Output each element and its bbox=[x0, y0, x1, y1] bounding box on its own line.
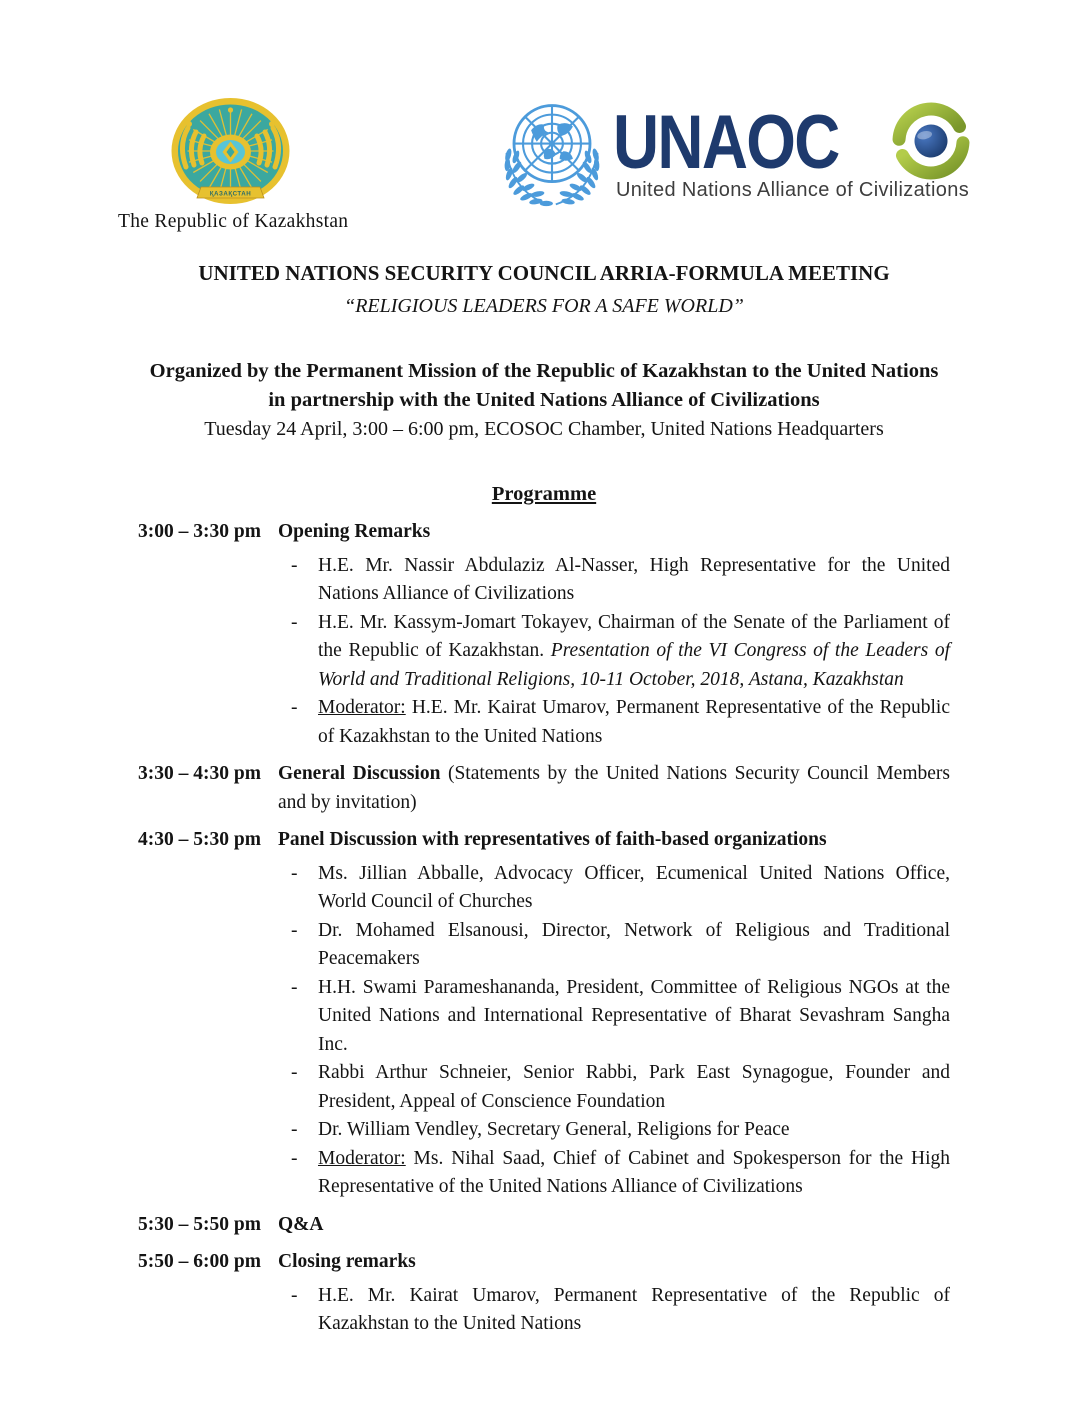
session-title-text: General Discussion bbox=[278, 763, 441, 784]
session-body bbox=[278, 760, 950, 817]
bullet-text-segment: Dr. William Vendley, Secretary General, Religions for Peace bbox=[318, 1119, 790, 1140]
bullet-text-segment: Ms. Jillian Abballe, Advocacy Officer, Ecumenical United Nations Office, World Council of Churches bbox=[318, 862, 950, 912]
bullet-text-segment: Presentation of the VI Congress of the Leaders of World and Traditional Religions, 10-11 October, 2018, Astana, Kazakhstan bbox=[318, 640, 950, 690]
bullet-dash: - bbox=[291, 862, 298, 884]
bullet-item bbox=[278, 1145, 950, 1202]
session-time: 5:30 – 5:50 pm bbox=[138, 1213, 261, 1235]
session-time: 4:30 – 5:30 pm bbox=[138, 829, 261, 850]
session-body bbox=[278, 518, 950, 751]
organizer-line-1: Organized by the Permanent Mission of the Republic of Kazakhstan to the United Nations bbox=[149, 360, 939, 382]
bullet-text-segment: Moderator: bbox=[318, 697, 406, 718]
session-title-text: Opening Remarks bbox=[278, 521, 431, 542]
session-time: 3:00 – 3:30 pm bbox=[138, 521, 261, 542]
session-title-suffix: (Statements by the United Nations Security Council Members and by invitation) bbox=[278, 763, 950, 813]
session-title-text: Closing remarks bbox=[278, 1251, 416, 1272]
session-row bbox=[138, 1248, 950, 1339]
programme-heading: Programme bbox=[491, 483, 597, 505]
document-content bbox=[138, 259, 950, 1339]
session-bullets bbox=[278, 860, 950, 1202]
session-title-text: Q&A bbox=[278, 1213, 324, 1235]
date-venue-line: Tuesday 24 April, 3:00 – 6:00 pm, ECOSOC Chamber, United Nations Headquarters bbox=[204, 418, 884, 440]
session-bullets bbox=[278, 552, 950, 752]
bullet-dash: - bbox=[291, 1119, 298, 1140]
kazakhstan-block bbox=[118, 95, 349, 233]
bullet-text-segment: Ms. Nihal Saad, Chief of Cabinet and Spokesperson for the High Representative of the United Nations Alliance of Civilizations bbox=[318, 1147, 950, 1197]
organizer-line-2: in partnership with the United Nations Alliance of Civilizations bbox=[268, 389, 820, 411]
bullet-text bbox=[318, 1119, 790, 1140]
session-row bbox=[138, 518, 950, 751]
bullet-item bbox=[278, 917, 950, 974]
bullet-text-segment: Rabbi Arthur Schneier, Senior Rabbi, Park East Synagogue, Founder and President, Appeal of Conscience Foundation bbox=[318, 1062, 950, 1112]
session-body bbox=[278, 826, 950, 1202]
session-title bbox=[278, 1211, 950, 1240]
bullet-item bbox=[278, 860, 950, 917]
bullet-text-segment: H.E. Mr. Kairat Umarov, Permanent Representative of the Republic of Kazakhstan to the United Nations bbox=[318, 697, 950, 747]
kazakhstan-caption: The Republic of Kazakhstan bbox=[118, 211, 349, 232]
bullet-text-segment: H.E. Mr. Kairat Umarov, Permanent Representative of the Republic of Kazakhstan to the United Nations bbox=[318, 1284, 950, 1334]
bullet-text-segment: H.E. Mr. Nassir Abdulaziz Al-Nasser, High Representative for the United Nations Alliance of Civilizations bbox=[318, 554, 950, 604]
bullet-item bbox=[278, 1059, 950, 1116]
kazakhstan-emblem-icon bbox=[168, 95, 293, 210]
bullet-text bbox=[318, 1062, 950, 1112]
session-time: 3:30 – 4:30 pm bbox=[138, 763, 261, 784]
bullet-text bbox=[318, 697, 950, 747]
session-body bbox=[278, 1211, 950, 1240]
bullet-dash: - bbox=[291, 976, 298, 998]
programme-sessions bbox=[138, 518, 950, 1339]
meeting-title: UNITED NATIONS SECURITY COUNCIL ARRIA-FORMULA MEETING bbox=[198, 261, 890, 285]
bullet-text bbox=[318, 1148, 950, 1198]
unaoc-swirl-icon bbox=[883, 99, 979, 183]
session-title bbox=[278, 760, 950, 817]
bullet-text bbox=[318, 977, 950, 1055]
bullet-item bbox=[278, 609, 950, 695]
bullet-item bbox=[278, 1116, 950, 1145]
unaoc-tagline: United Nations Alliance of Civilizations bbox=[616, 179, 970, 201]
bullet-item bbox=[278, 694, 950, 751]
session-title bbox=[278, 1248, 950, 1277]
bullet-text bbox=[318, 920, 950, 970]
bullet-dash: - bbox=[291, 554, 298, 576]
un-emblem-icon bbox=[495, 96, 609, 214]
bullet-text-segment: H.E. Mr. Kassym-Jomart Tokayev, Chairman of the Senate of the Parliament of the Republic of Kazakhstan. bbox=[318, 611, 950, 661]
bullet-item bbox=[278, 974, 950, 1060]
unaoc-wordmark: UNAOC bbox=[613, 100, 839, 185]
bullet-dash: - bbox=[291, 1062, 298, 1083]
bullet-dash: - bbox=[291, 611, 298, 633]
bullet-text bbox=[318, 555, 950, 605]
kazakhstan-banner-text: ҚАЗАҚСТАН bbox=[209, 190, 251, 198]
session-body bbox=[278, 1248, 950, 1339]
bullet-dash: - bbox=[291, 697, 298, 718]
session-title bbox=[278, 518, 950, 547]
bullet-text-segment: Dr. Mohamed Elsanousi, Director, Network of Religious and Traditional Peacemakers bbox=[318, 919, 950, 969]
unaoc-logo-block bbox=[495, 95, 1000, 227]
bullet-dash: - bbox=[291, 919, 298, 941]
session-row bbox=[138, 826, 950, 1202]
bullet-text bbox=[318, 1285, 950, 1335]
bullet-item bbox=[278, 1282, 950, 1339]
bullet-text bbox=[318, 612, 950, 690]
bullet-text bbox=[318, 863, 950, 913]
meeting-theme: “RELIGIOUS LEADERS FOR A SAFE WORLD” bbox=[344, 295, 744, 317]
bullet-text-segment: H.H. Swami Parameshananda, President, Committee of Religious NGOs at the United Nations and International Representative of Bharat Sevashram Sangha Inc. bbox=[318, 976, 950, 1055]
bullet-item bbox=[278, 552, 950, 609]
session-title bbox=[278, 826, 950, 855]
bullet-text-segment: Moderator: bbox=[318, 1147, 406, 1169]
session-title-text: Panel Discussion with representatives of faith-based organizations bbox=[278, 829, 827, 850]
session-bullets bbox=[278, 1282, 950, 1339]
session-time: 5:50 – 6:00 pm bbox=[138, 1251, 261, 1272]
session-row bbox=[138, 1211, 950, 1240]
session-row bbox=[138, 760, 950, 817]
bullet-dash: - bbox=[291, 1147, 298, 1169]
bullet-dash: - bbox=[291, 1284, 298, 1306]
